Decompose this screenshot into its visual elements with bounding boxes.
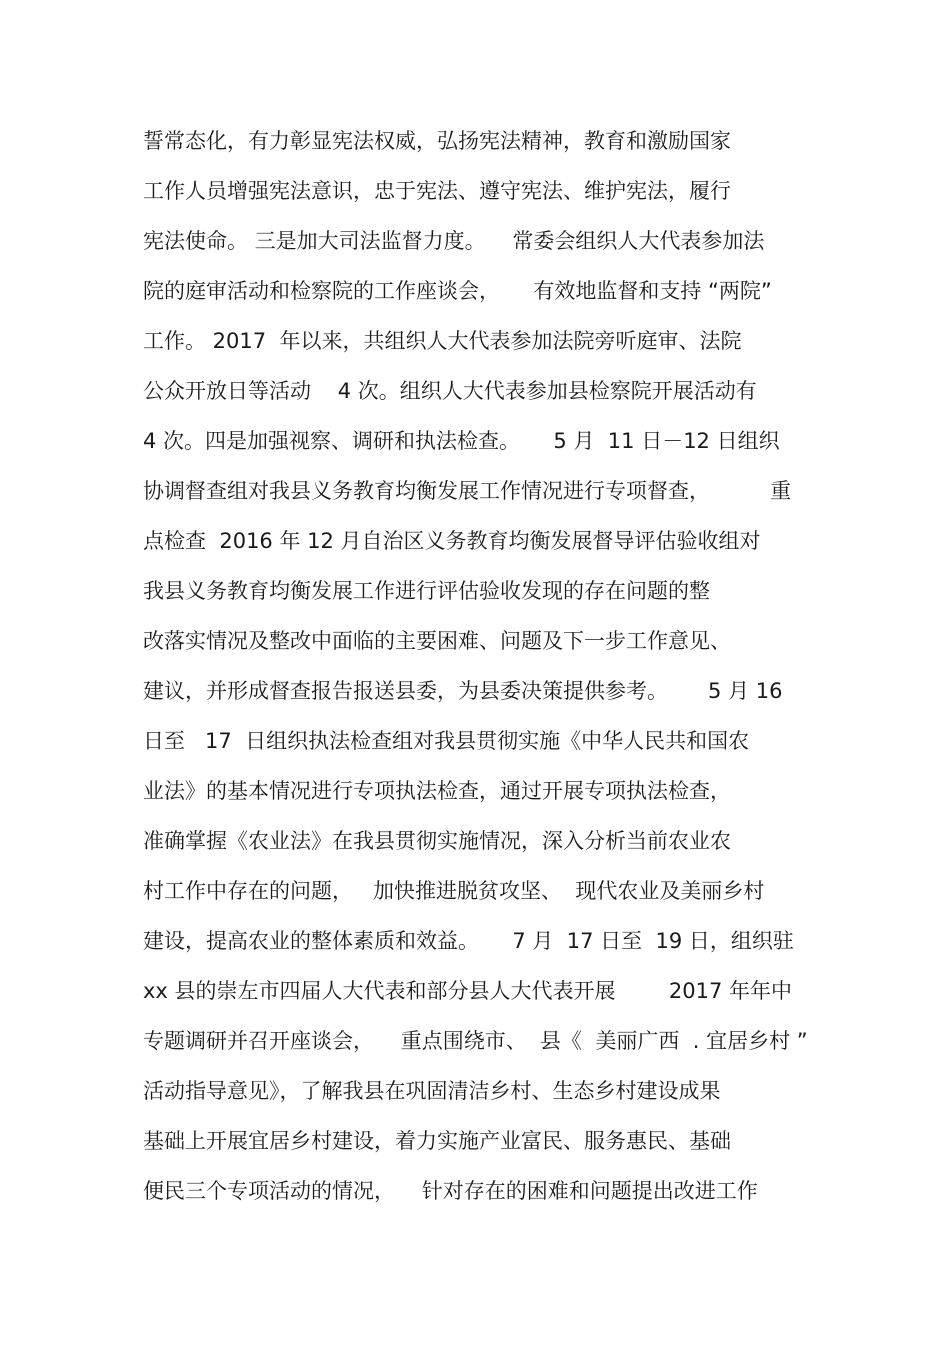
text-line: xx 县的崇左市四届人大代表和部分县人大代表开展 2017 年年中	[143, 979, 793, 1003]
text-line: 日至 17 日组织执法检查组对我县贯彻实施《中华人民共和国农	[143, 729, 750, 753]
text-line: 村工作中存在的问题， 加快推进脱贫攻坚、 现代农业及美丽乡村	[143, 879, 765, 903]
text-line: 工作。 2017 年以来，共组织人大代表参加法院旁听庭审、法院	[143, 329, 742, 353]
text-line: 院的庭审活动和检察院的工作座谈会， 有效地监督和支持 “两院”	[143, 279, 772, 303]
text-line: 誓常态化，有力彰显宪法权威，弘扬宪法精神，教育和激励国家	[143, 129, 731, 153]
text-line: 活动指导意见》，了解我县在巩固清洁乡村、生态乡村建设成果	[143, 1079, 721, 1103]
text-line: 建议，并形成督查报告报送县委，为县委决策提供参考。 5 月 16	[143, 679, 783, 703]
text-line: 基础上开展宜居乡村建设，着力实施产业富民、服务惠民、基础	[143, 1129, 731, 1153]
text-line: 便民三个专项活动的情况， 针对存在的困难和问题提出改进工作	[143, 1179, 758, 1203]
text-line: 4 次。四是加强视察、调研和执法检查。 5 月 11 日－12 日组织	[143, 429, 780, 453]
text-line: 宪法使命。 三是加大司法监督力度。 常委会组织人大代表参加法	[143, 229, 765, 253]
text-line: 公众开放日等活动 4 次。组织人大代表参加县检察院开展活动有	[143, 379, 757, 403]
text-line: 协调督查组对我县义务教育均衡发展工作情况进行专项督查， 重	[143, 479, 792, 503]
text-line: 工作人员增强宪法意识，忠于宪法、遵守宪法、维护宪法，履行	[143, 179, 731, 203]
text-line: 专题调研并召开座谈会， 重点围绕市、 县《 美丽广西 . 宜居乡村 ”	[143, 1029, 808, 1053]
text-line: 业法》的基本情况进行专项执法检查，通过开展专项执法检查，	[143, 779, 731, 803]
text-line: 我县义务教育均衡发展工作进行评估验收发现的存在问题的整	[143, 579, 710, 603]
text-line: 改落实情况及整改中面临的主要困难、问题及下一步工作意见、	[143, 629, 731, 653]
body-text	[143, 122, 823, 1222]
text-line: 建设，提高农业的整体素质和效益。 7 月 17 日至 19 日，组织驻	[143, 929, 794, 953]
text-line: 点检查 2016 年 12 月自治区义务教育均衡发展督导评估验收组对	[143, 529, 761, 553]
text-line: 准确掌握《农业法》在我县贯彻实施情况，深入分析当前农业农	[143, 829, 731, 853]
